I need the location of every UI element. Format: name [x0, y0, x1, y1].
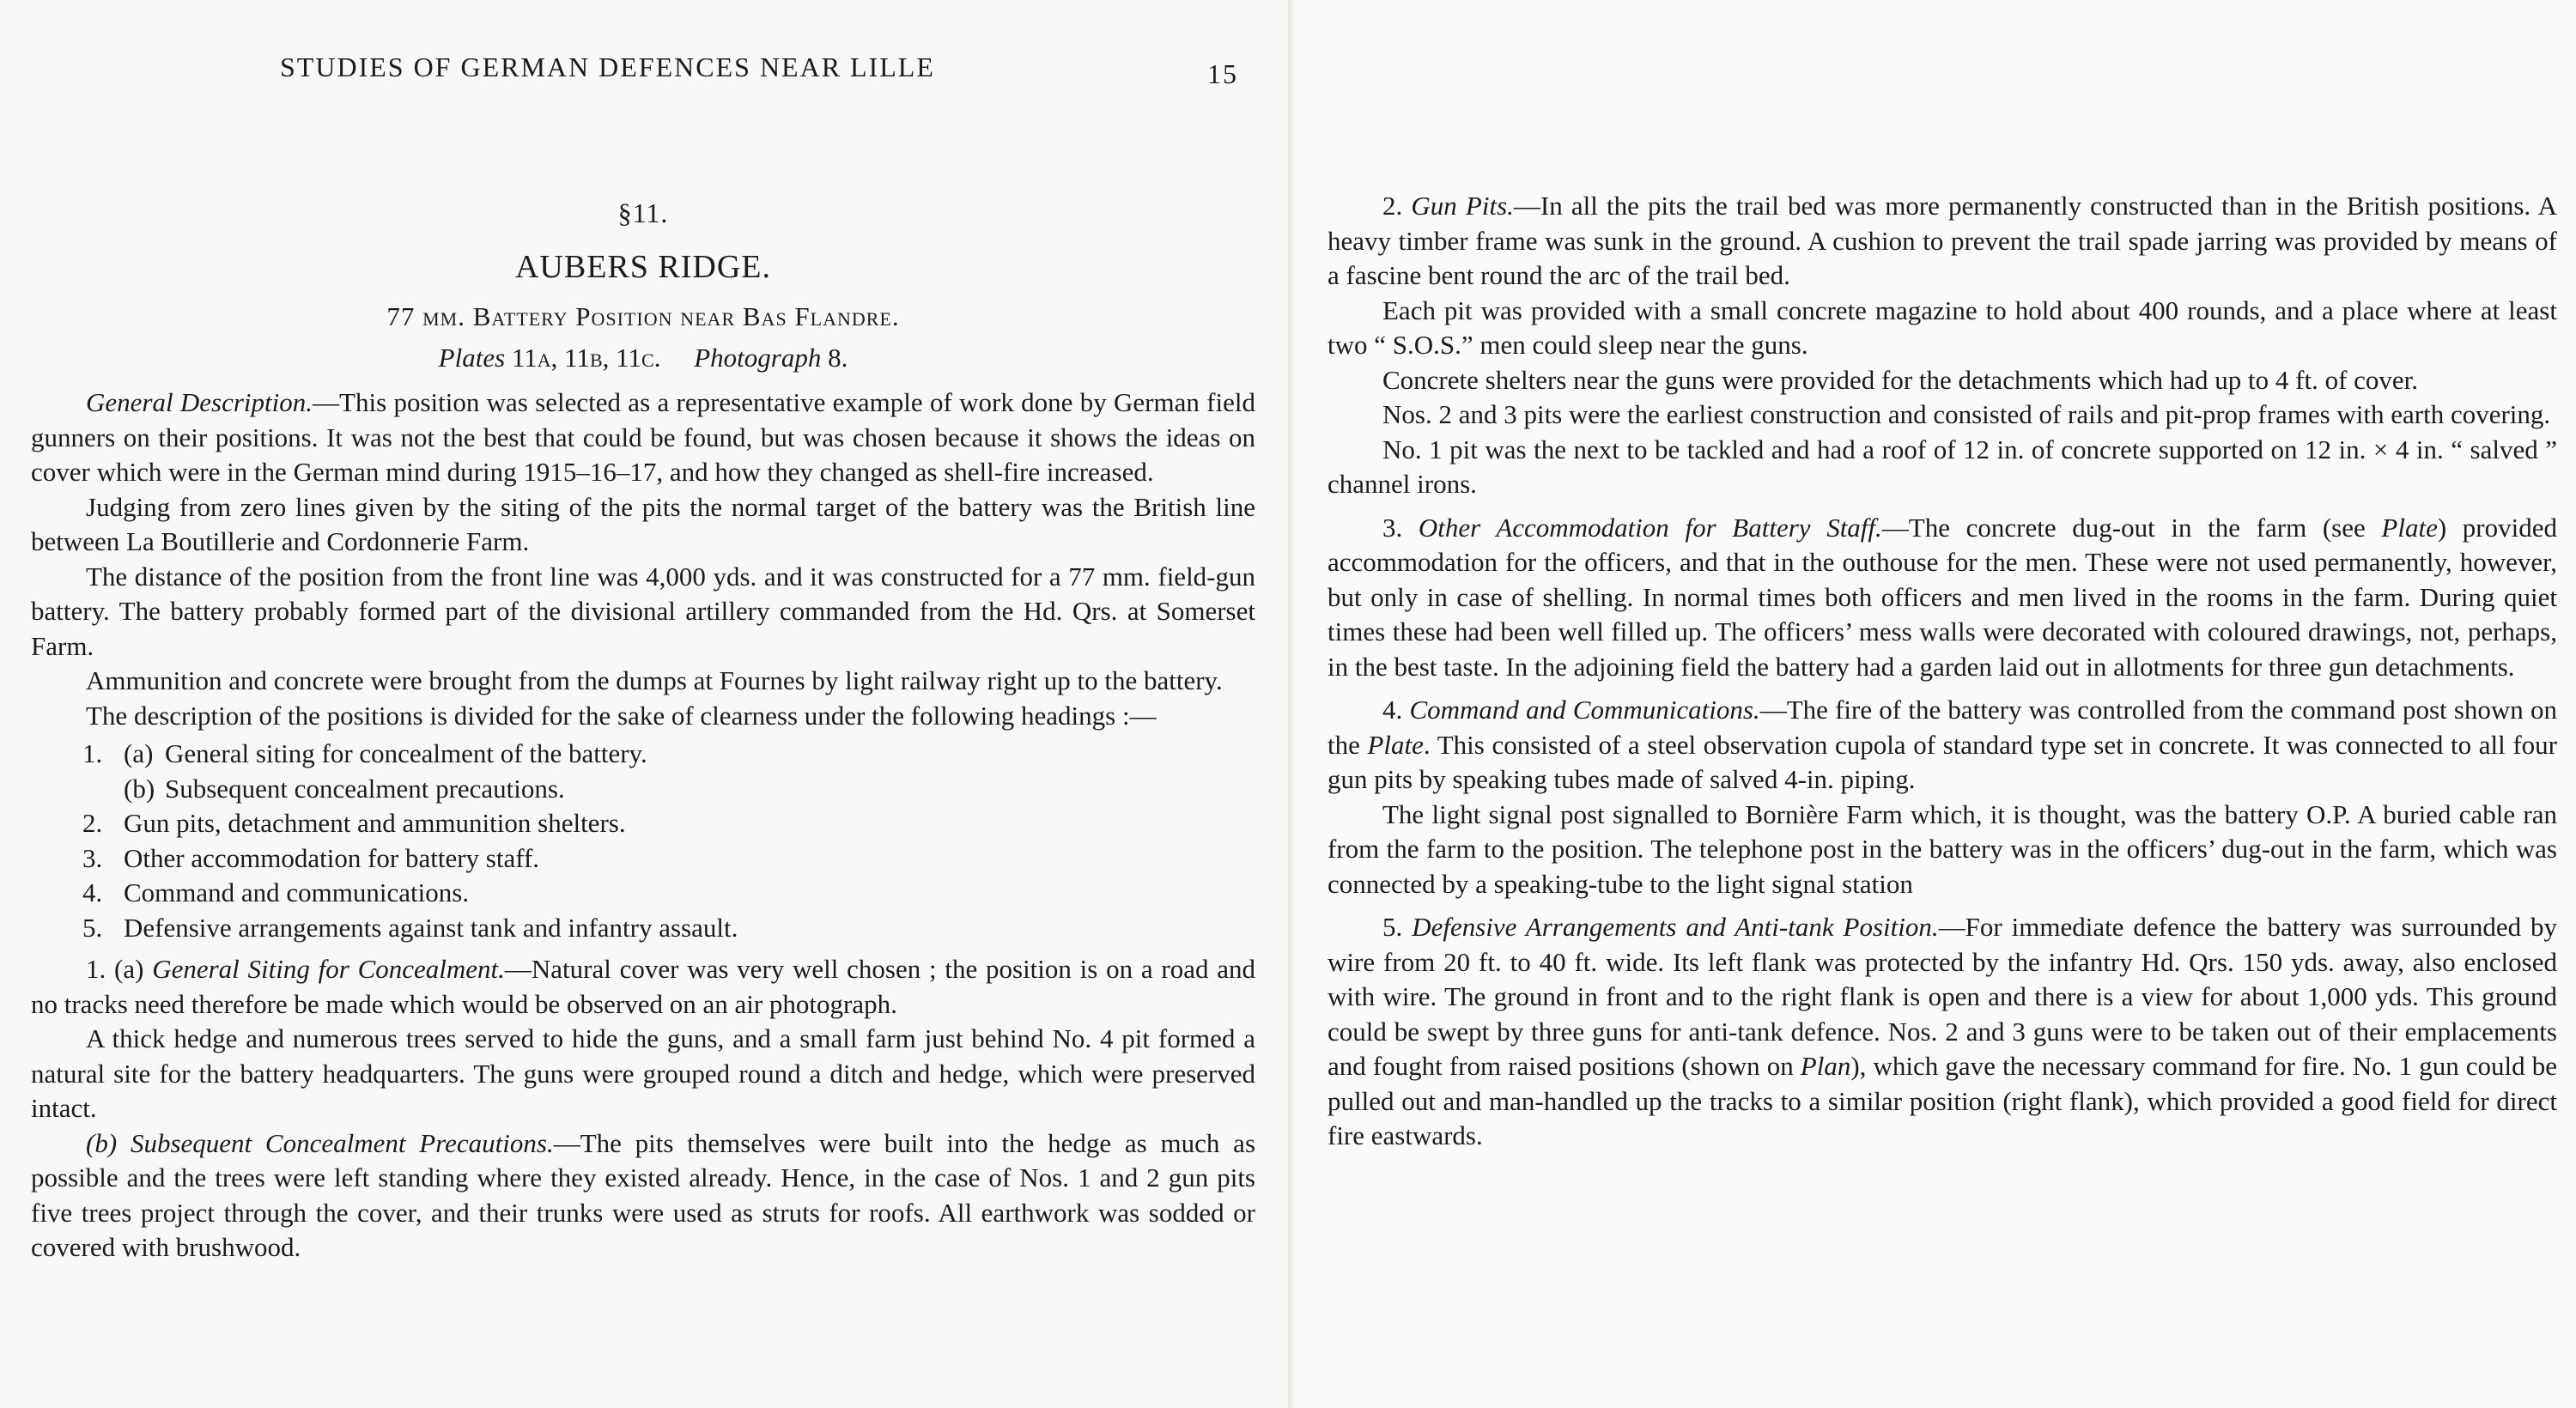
paragraph-text: —Natural cover was very well chosen ; the position is on a road and no tracks need therefore be made which would be observed on an air photograph. [31, 954, 1255, 1019]
photograph-label: Photograph [694, 343, 822, 373]
paragraph-text: —For immediate defence the battery was surrounded by wire from 20 ft. to 40 ft. wide. Its left flank was protected by the infantry Hd. Qrs. 150 yds. away, also enclosed with wire. The ground in front and to the right flank is open and there is a view for about 1,000 yds. This ground could be swept by three guns for anti-tank defence. Nos. 2 and 3 guns were to be taken out of their emplacements and fought from raised positions (shown on [1327, 912, 2558, 1081]
running-title: STUDIES OF GERMAN DEFENCES NEAR LILLE [280, 52, 935, 82]
section-number: §11. [617, 197, 669, 228]
paragraph-number: 3. [1382, 512, 1403, 543]
plates-label: Plates [438, 343, 506, 373]
list-item-number: 5. [82, 912, 103, 943]
photograph-ref: 8. [828, 343, 848, 373]
paragraph-text: —In all the pits the trail bed was more permanently constructed than in the British positions. A heavy timber frame was sunk in the ground. A cushion to prevent the trail spade jarring was provided by means of a fascine bent round the arc of the trail bed. [1327, 191, 2557, 290]
paragraph-concealment-precautions [31, 1126, 1255, 1265]
left-body [31, 385, 1255, 1265]
list-item-number: 2. [82, 808, 103, 838]
paragraph-number: 4. [1382, 695, 1403, 725]
paragraph-lead: Command and Communications. [1409, 695, 1760, 725]
paragraph: Judging from zero lines given by the siting of the pits the normal target of the battery was the British line between La Boutillerie and Cordonnerie Farm. [31, 491, 1255, 556]
list-item-number: 1. [82, 738, 103, 768]
list-item [82, 772, 1255, 807]
list-item-sub: (b) [124, 773, 155, 804]
section-subtitle: 77 mm. Battery Position near Bas Flandre. [386, 301, 900, 331]
paragraph-general-siting [31, 952, 1255, 1022]
plate-reference: Plate [1367, 729, 1424, 760]
paragraph-lead: Gun Pits. [1411, 191, 1514, 221]
running-head [31, 52, 1255, 89]
list-item-number: 3. [82, 842, 103, 873]
plates-refs: 11a, 11b, 11c. [511, 343, 661, 373]
list-item-sub: (a) [124, 738, 154, 768]
page-gutter [1288, 0, 1297, 1408]
paragraph-lead: General Siting for Concealment. [152, 954, 505, 984]
paragraph: Concrete shelters near the guns were provided for the detachments which had up to 4 ft. of cover. [1382, 364, 2419, 395]
plan-reference: Plan [1800, 1051, 1851, 1081]
paragraph: Each pit was provided with a small concrete magazine to hold about 400 rounds, and a place where at least two “ S.O.S.” men could sleep near the guns. [1327, 294, 2557, 360]
paragraph-text: —This position was selected as a representative example of work done by German field gunners on their positions. It was not the best that could be found, but was chosen because it shows the ideas on cover which were in the German mind during 1915–16–17, and how they changed as shell-fire increased. [31, 387, 1255, 487]
paragraph-number: 2. [1382, 191, 1403, 221]
list-item [82, 806, 1255, 841]
paragraph: No. 1 pit was the next to be tackled and had a roof of 12 in. of concrete supported on 12 in. × 4 in. “ salved ” channel irons. [1327, 434, 2557, 499]
paragraph: The light signal post signalled to Bornière Farm which, it is thought, was the battery O.P. A buried cable ran from the farm to the position. The telephone post in the battery was in the officers’ dug-out in the farm, which was connected by a speaking-tube to the light signal station [1327, 798, 2557, 899]
headings-list [31, 737, 1255, 945]
paragraph: Nos. 2 and 3 pits were the earliest construction and consisted of rails and pit-prop frames with earth covering. [1382, 399, 2551, 429]
paragraph-number: 5. [1382, 912, 1403, 942]
list-item [82, 911, 1255, 946]
paragraph-command-communications [1327, 693, 2557, 798]
page-number: 15 [1207, 58, 1238, 89]
section-title: AUBERS RIDGE. [514, 249, 772, 285]
paragraph-lead: Other Accommodation for Battery Staff. [1418, 512, 1882, 543]
paragraph-lead: Defensive Arrangements and Anti-tank Position. [1412, 912, 1939, 942]
right-page [1297, 0, 2576, 1408]
plates-reference [31, 343, 1255, 373]
paragraph-gun-pits [1327, 189, 2557, 294]
paragraph-defensive-arrangements [1327, 910, 2557, 1154]
list-item [82, 737, 1255, 772]
paragraph-lead: Subsequent Concealment Precautions. [130, 1127, 554, 1158]
list-item-text: Defensive arrangements against tank and infantry assault. [124, 912, 738, 943]
paragraph: Ammunition and concrete were brought from the dumps at Fournes by light railway right up to the battery. [86, 665, 1223, 695]
paragraph-text: ) provided accommodation for the officers, and that in the outhouse for the men. These were not used permanently, however, but only in case of shelling. In normal times both officers and men lived in the rooms in the farm. During quiet times these had been well filled up. The officers’ mess walls were decorated with coloured drawings, not, perhaps, in the best taste. In the adjoining field the battery had a garden laid out in allotments for three gun detachments. [1327, 512, 2558, 682]
list-item-text: General siting for concealment of the battery. [165, 738, 647, 768]
paragraph-number: (b) [86, 1127, 118, 1158]
list-item-text: Gun pits, detachment and ammunition shelters. [124, 808, 626, 838]
paragraph: The distance of the position from the front line was 4,000 yds. and it was constructed for a 77 mm. field-gun battery. The battery probably formed part of the divisional artillery commanded from the Hd. Qrs. at Somerset Farm. [31, 561, 1255, 661]
list-item-text: Other accommodation for battery staff. [124, 842, 540, 873]
paragraph-text: ), which gave the necessary command for fire. No. 1 gun could be pulled out and man-handled up the tracks to a similar position (right flank), which provided a good field for direct fire eastwards. [1327, 1051, 2557, 1150]
paragraph: The description of the positions is divided for the sake of clearness under the following headings :— [86, 700, 1157, 731]
plate-reference: Plate [2381, 512, 2438, 543]
list-item-text: Command and communications. [124, 877, 470, 907]
paragraph-other-accommodation [1327, 511, 2557, 685]
list-item-text: Subsequent concealment precautions. [165, 773, 565, 804]
paragraph-text: —The pits themselves were built into the hedge as much as possible and the trees were left standing where they existed already. Hence, in the case of Nos. 1 and 2 gun pits five trees project through the cover, and their trunks were used as struts for roofs. All earthwork was sodded or covered with brushwood. [31, 1127, 1256, 1262]
paragraph: A thick hedge and numerous trees served to hide the guns, and a small farm just behind No. 4 pit formed a natural site for the battery headquarters. The guns were grouped round a ditch and hedge, which were preserved intact. [31, 1023, 1255, 1123]
paragraph-text: —The fire of the battery was controlled from the command post shown on the [1327, 695, 2557, 760]
paragraph-text: . This consisted of a steel observation cupola of standard type set in concrete. It was connected to all four gun pits by speaking tubes made of salved 4-in. piping. [1327, 729, 2558, 794]
list-item [82, 876, 1255, 911]
list-item [82, 841, 1255, 877]
paragraph-text: —The concrete dug-out in the farm (see [1881, 512, 2382, 543]
paragraph-lead: General Description. [86, 387, 313, 417]
list-item-number: 4. [82, 877, 103, 907]
paragraph-general-description [31, 385, 1255, 490]
paragraph-number: 1. (a) [86, 954, 144, 984]
